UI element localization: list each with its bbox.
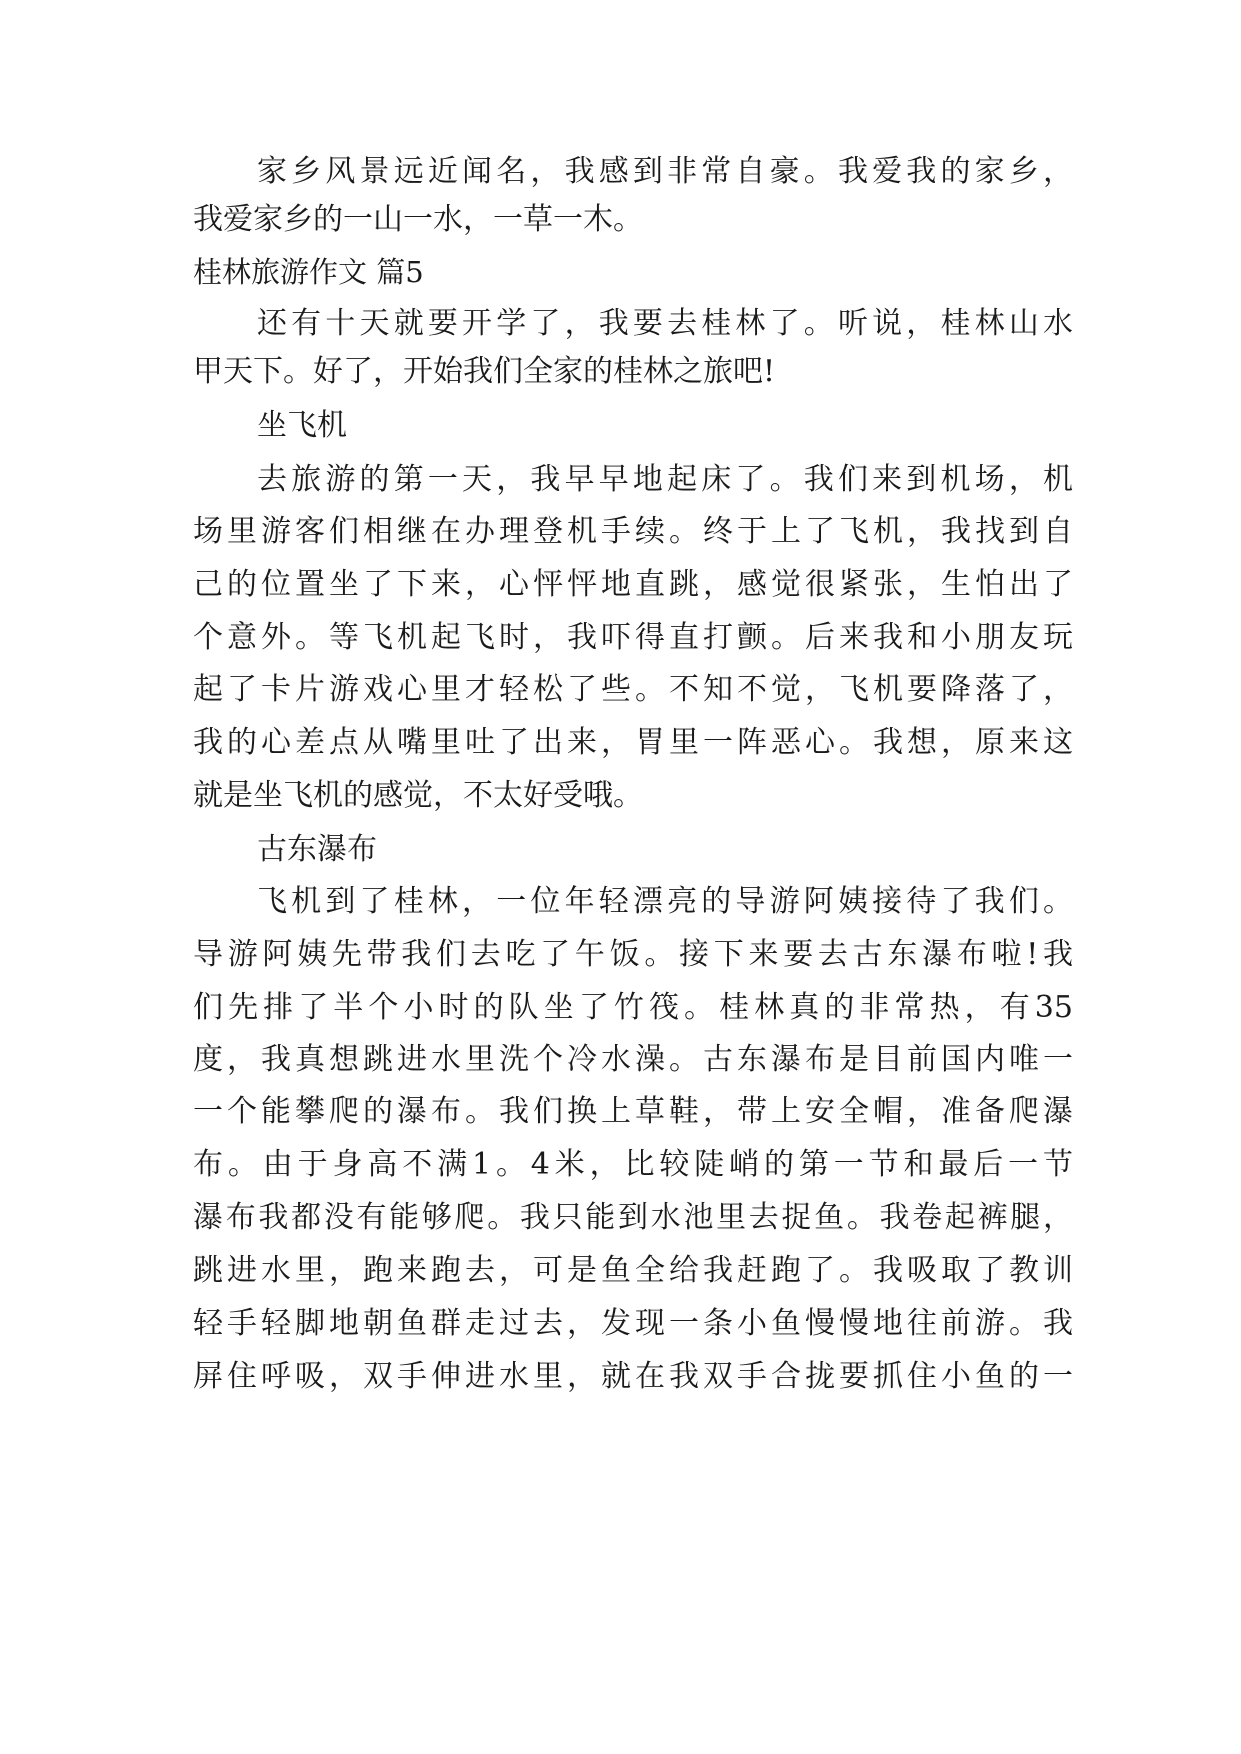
text-line: 甲天下。好了，开始我们全家的桂林之旅吧! <box>193 354 776 389</box>
text-line: 们先排了半个小时的队坐了竹筏。桂林真的非常热，有35 <box>193 990 1073 1025</box>
subheading-waterfall: 古东瀑布 <box>257 832 377 867</box>
subheading-plane: 坐飞机 <box>257 408 347 443</box>
text-line: 场里游客们相继在办理登机手续。终于上了飞机，我找到自 <box>193 514 1073 549</box>
text-line: 个意外。等飞机起飞时，我吓得直打颤。后来我和小朋友玩 <box>193 620 1073 655</box>
text-line: 就是坐飞机的感觉，不太好受哦。 <box>193 778 643 813</box>
text-line: 己的位置坐了下来，心怦怦地直跳，感觉很紧张，生怕出了 <box>193 567 1073 602</box>
text-line: 导游阿姨先带我们去吃了午饭。接下来要去古东瀑布啦!我 <box>193 937 1073 972</box>
text-line: 我的心差点从嘴里吐了出来，胃里一阵恶心。我想，原来这 <box>193 725 1073 760</box>
text-line: 轻手轻脚地朝鱼群走过去，发现一条小鱼慢慢地往前游。我 <box>193 1306 1073 1341</box>
section-heading: 桂林旅游作文 篇5 <box>193 255 424 289</box>
text-line: 屏住呼吸，双手伸进水里，就在我双手合拢要抓住小鱼的一 <box>193 1359 1073 1394</box>
text-line: 一个能攀爬的瀑布。我们换上草鞋，带上安全帽，准备爬瀑 <box>193 1094 1073 1129</box>
text-line: 度，我真想跳进水里洗个冷水澡。古东瀑布是目前国内唯一 <box>193 1042 1073 1077</box>
text-line: 飞机到了桂林，一位年轻漂亮的导游阿姨接待了我们。 <box>257 884 1073 919</box>
text-line: 跳进水里，跑来跑去，可是鱼全给我赶跑了。我吸取了教训 <box>193 1253 1073 1288</box>
text-line: 去旅游的第一天，我早早地起床了。我们来到机场，机 <box>257 462 1073 497</box>
text-line: 布。由于身高不满1。4米，比较陡峭的第一节和最后一节 <box>193 1147 1073 1182</box>
text-line: 还有十天就要开学了，我要去桂林了。听说，桂林山水 <box>257 306 1073 341</box>
text-line: 家乡风景远近闻名，我感到非常自豪。我爱我的家乡， <box>257 154 1073 189</box>
text-line: 瀑布我都没有能够爬。我只能到水池里去捉鱼。我卷起裤腿， <box>193 1200 1073 1235</box>
text-line: 我爱家乡的一山一水，一草一木。 <box>193 202 643 237</box>
text-line: 起了卡片游戏心里才轻松了些。不知不觉，飞机要降落了， <box>193 672 1073 707</box>
